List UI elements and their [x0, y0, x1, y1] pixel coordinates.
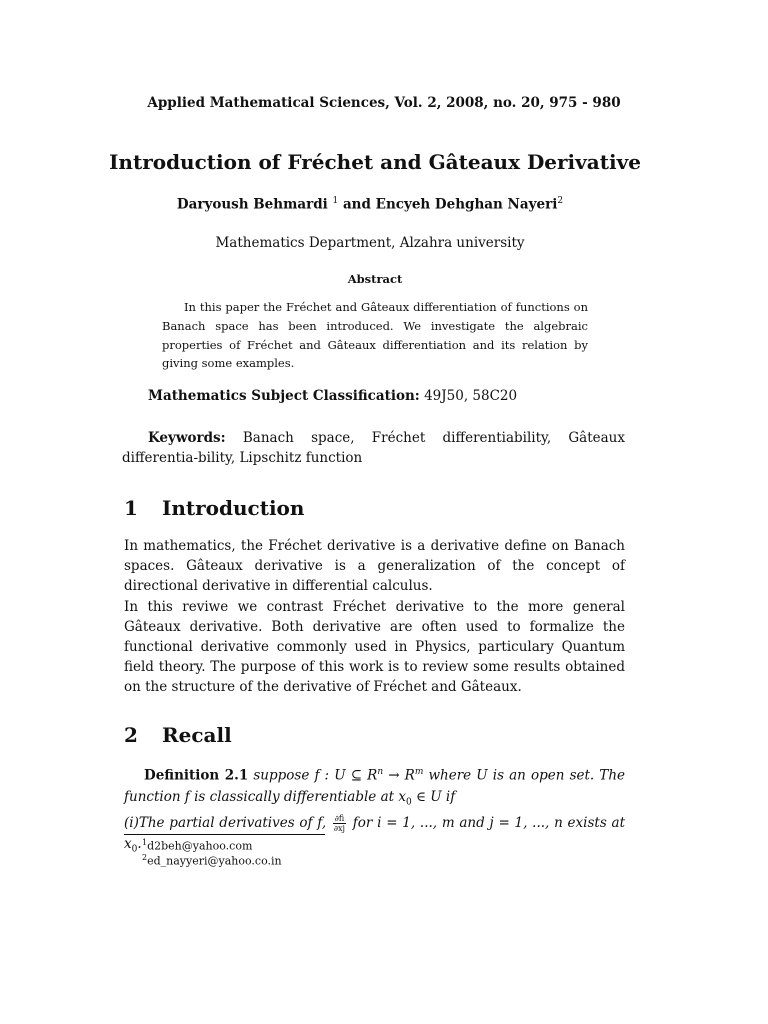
author-line [0, 196, 740, 213]
fraction-denominator: ∂xj [333, 824, 346, 834]
section-2-number: 2 [124, 723, 138, 747]
author-1-footnote-mark[interactable]: 1 [332, 196, 339, 206]
intro-paragraph-2: In this reviwe we contrast Fréchet derivative to the more general Gâteaux derivative. Both derivative are often used to formalize the functional derivative commonly used in Physics, particulary Quantum field theory. The purpose of this work is to review some results obtained on the structure of the derivative of Fréchet and Gâteaux. [124, 598, 625, 696]
sup-m: m [414, 767, 424, 777]
subject-classification [148, 388, 648, 404]
definition-label: Definition 2.1 [144, 767, 249, 784]
sub-0-b: 0 [131, 844, 138, 855]
section-1-heading [124, 496, 304, 520]
author-2: Encyeh Dehghan Nayeri [375, 196, 558, 213]
paper-title: Introduction of Fréchet and Gâteaux Derivative [109, 150, 641, 174]
footnote-rule [124, 834, 325, 835]
arrow-r: → R [383, 767, 415, 784]
author-conjunction: and [342, 196, 371, 213]
section-2-title: Recall [162, 723, 232, 747]
author-2-footnote-mark[interactable]: 2 [557, 196, 564, 206]
definition-text-a: suppose f : U ⊆ R [253, 767, 378, 784]
author-1: Daryoush Behmardi [176, 196, 328, 213]
keywords [122, 428, 625, 468]
affiliation: Mathematics Department, Alzahra university [215, 235, 525, 251]
partial-fraction [333, 814, 346, 833]
section-2-heading [124, 723, 232, 747]
footnote-2-mark: 2 [142, 853, 148, 862]
intro-paragraph-1: In mathematics, the Fréchet derivative is a derivative define on Banach spaces. Gâteaux derivative is a generalization of the concept of directional derivative in differential calculus. [124, 538, 625, 595]
definition-period: . [137, 836, 142, 853]
footnote-2-email[interactable]: ed_nayyeri@yahoo.co.in [147, 854, 282, 868]
definition-condition-i: (i)The partial derivatives of f, [124, 815, 327, 832]
definition-text-c: ∈ U if [411, 788, 456, 805]
fraction-numerator: ∂fi [334, 814, 345, 824]
abstract-heading: Abstract [347, 272, 403, 286]
sup-n: n [377, 767, 384, 777]
definition-condition-i-b: for i = 1, ..., m and j = 1, ..., n exists at x [124, 815, 625, 853]
sub-0: 0 [405, 797, 412, 808]
abstract-text: In this paper the Fréchet and Gâteaux differentiation of functions on Banach space has been introduced. We investigate the algebraic properties of Fréchet and Gâteaux differentiation and its relation by giving some examples. [162, 300, 588, 371]
footnote-1-email[interactable]: d2beh@yahoo.com [147, 839, 253, 853]
intro-text [124, 536, 625, 698]
keywords-label: Keywords: [148, 430, 226, 446]
msc-label: Mathematics Subject Classification: [148, 388, 420, 404]
msc-value: 49J50, 58C20 [424, 388, 518, 404]
keywords-value: Banach space, Fréchet differentiability, Gâteaux differentia-bility, Lipschitz function [122, 430, 625, 466]
footnote-1-mark: 1 [142, 838, 148, 847]
footnote-2 [142, 853, 282, 868]
definition-text-b: where U is an open set. The function f is classically differentiable at x [124, 767, 625, 805]
section-1-number: 1 [124, 496, 138, 520]
section-1-title: Introduction [162, 496, 305, 520]
journal-header: Applied Mathematical Sciences, Vol. 2, 2008, no. 20, 975 - 980 [147, 95, 621, 111]
footnote-1 [142, 838, 252, 853]
